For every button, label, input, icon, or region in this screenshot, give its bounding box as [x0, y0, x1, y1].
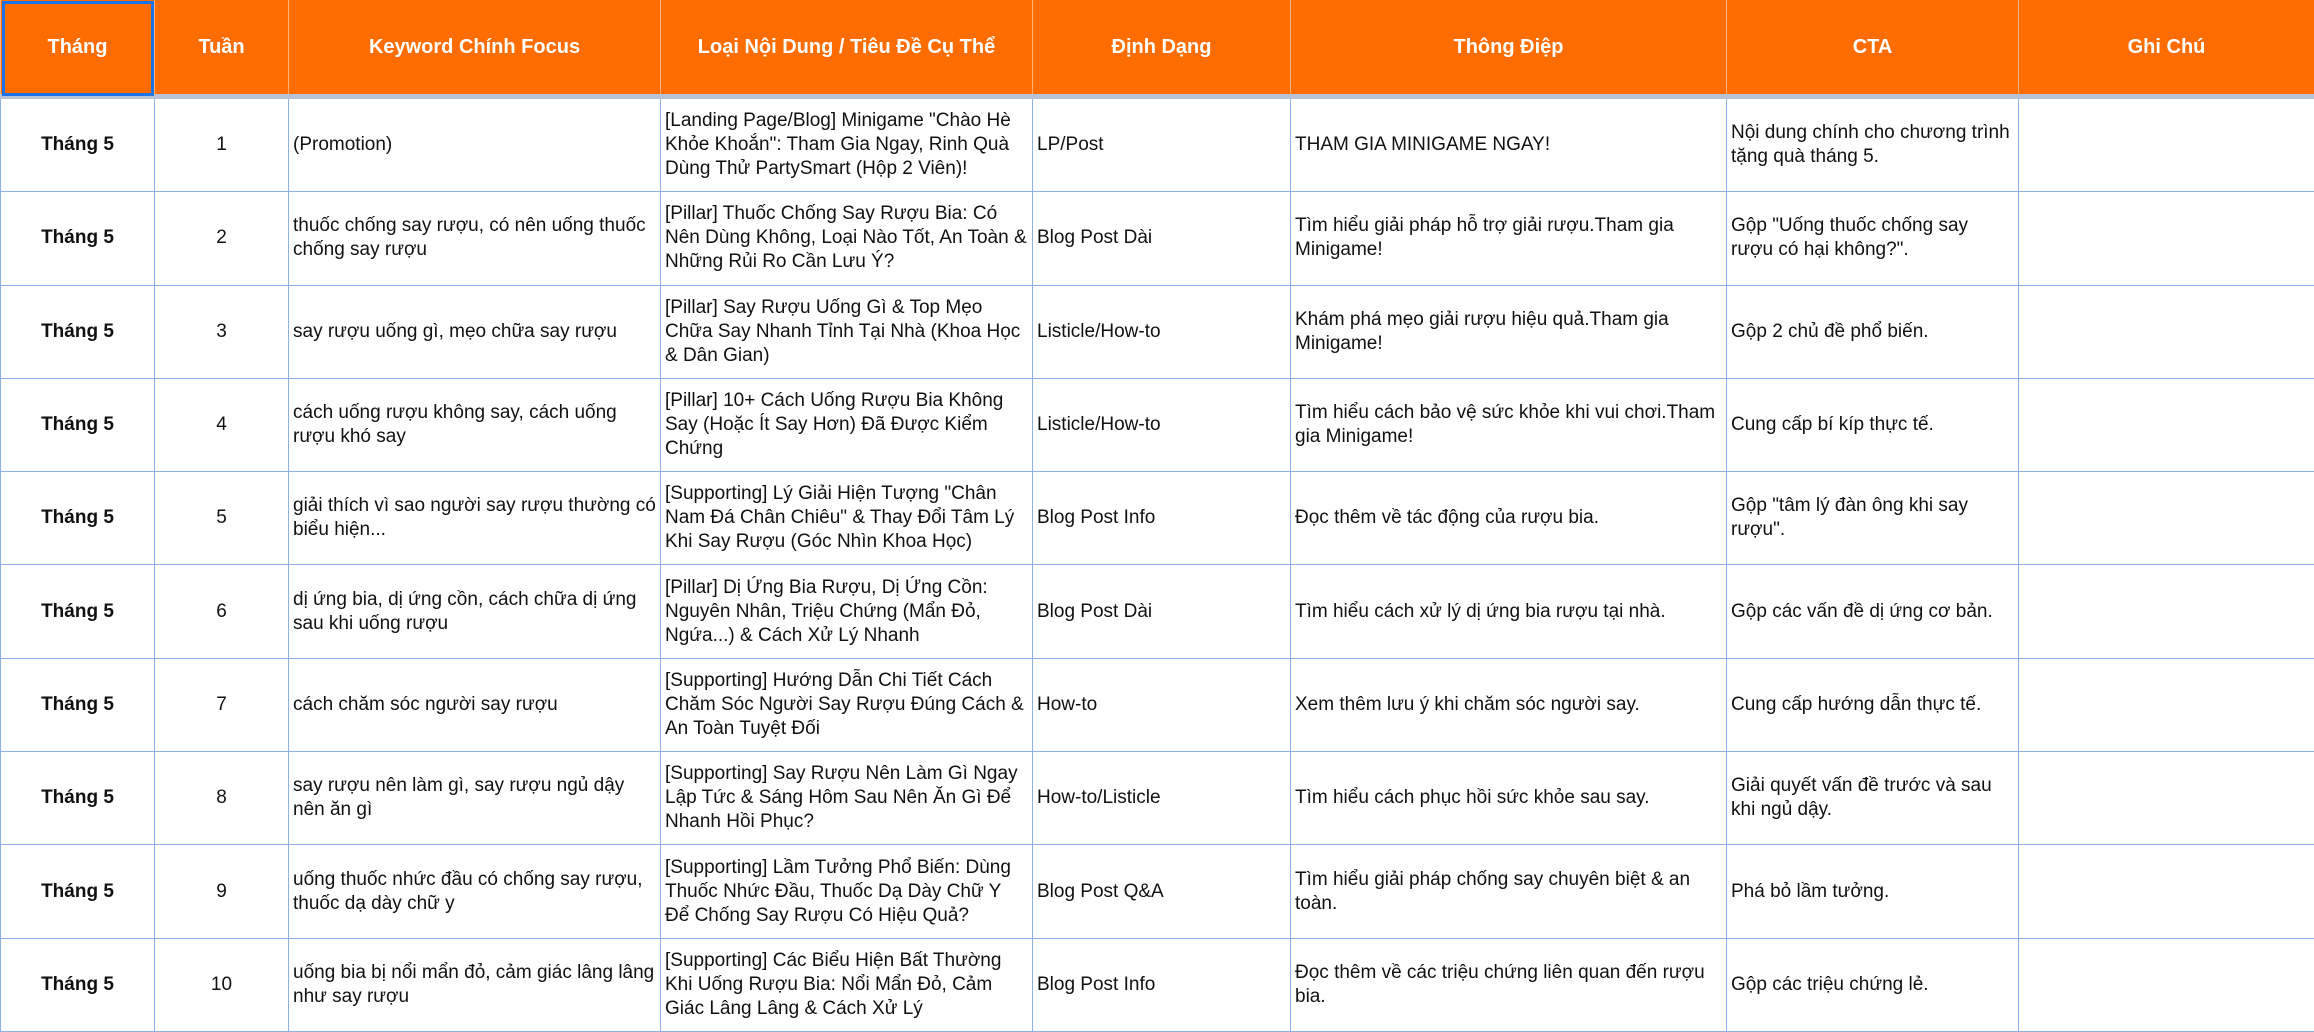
- cell-dinh-dang[interactable]: How-to: [1033, 658, 1291, 751]
- cell-ghi-chu[interactable]: [2019, 938, 2314, 1031]
- cell-thong-diep[interactable]: Tìm hiểu giải pháp hỗ trợ giải rượu.Tham gia Minigame!: [1291, 192, 1727, 285]
- cell-tuan[interactable]: 5: [155, 472, 289, 565]
- table-row: [1, 472, 2314, 565]
- cell-tuan[interactable]: 6: [155, 565, 289, 658]
- cell-thong-diep[interactable]: Khám phá mẹo giải rượu hiệu quả.Tham gia Minigame!: [1291, 285, 1727, 378]
- header-ghi-chu[interactable]: Ghi Chú: [2019, 0, 2314, 97]
- cell-thang[interactable]: Tháng 5: [1, 192, 155, 285]
- table-row: [1, 565, 2314, 658]
- cell-loai-noi-dung[interactable]: [Pillar] 10+ Cách Uống Rượu Bia Không Say (Hoặc Ít Say Hơn) Đã Được Kiểm Chứng: [661, 378, 1033, 471]
- cell-keyword[interactable]: thuốc chống say rượu, có nên uống thuốc chống say rượu: [289, 192, 661, 285]
- cell-ghi-chu[interactable]: [2019, 565, 2314, 658]
- cell-tuan[interactable]: 9: [155, 845, 289, 938]
- cell-loai-noi-dung[interactable]: [Supporting] Say Rượu Nên Làm Gì Ngay Lập Tức & Sáng Hôm Sau Nên Ăn Gì Để Nhanh Hồi Phục?: [661, 752, 1033, 845]
- cell-cta[interactable]: Cung cấp bí kíp thực tế.: [1727, 378, 2019, 471]
- cell-keyword[interactable]: say rượu uống gì, mẹo chữa say rượu: [289, 285, 661, 378]
- cell-dinh-dang[interactable]: Blog Post Info: [1033, 938, 1291, 1031]
- table-row: [1, 938, 2314, 1031]
- header-dinh-dang[interactable]: Định Dạng: [1033, 0, 1291, 97]
- cell-thong-diep[interactable]: Tìm hiểu giải pháp chống say chuyên biệt & an toàn.: [1291, 845, 1727, 938]
- cell-dinh-dang[interactable]: Blog Post Dài: [1033, 565, 1291, 658]
- cell-dinh-dang[interactable]: Listicle/How-to: [1033, 285, 1291, 378]
- cell-thang[interactable]: Tháng 5: [1, 938, 155, 1031]
- header-thong-diep[interactable]: Thông Điệp: [1291, 0, 1727, 97]
- cell-thang[interactable]: Tháng 5: [1, 565, 155, 658]
- cell-keyword[interactable]: (Promotion): [289, 97, 661, 192]
- cell-thong-diep[interactable]: Tìm hiểu cách xử lý dị ứng bia rượu tại nhà.: [1291, 565, 1727, 658]
- table-row: [1, 192, 2314, 285]
- cell-keyword[interactable]: say rượu nên làm gì, say rượu ngủ dậy nên ăn gì: [289, 752, 661, 845]
- cell-thang[interactable]: Tháng 5: [1, 845, 155, 938]
- cell-dinh-dang[interactable]: LP/Post: [1033, 97, 1291, 192]
- cell-cta[interactable]: Nội dung chính cho chương trình tặng quà tháng 5.: [1727, 97, 2019, 192]
- cell-cta[interactable]: Cung cấp hướng dẫn thực tế.: [1727, 658, 2019, 751]
- cell-ghi-chu[interactable]: [2019, 97, 2314, 192]
- cell-tuan[interactable]: 10: [155, 938, 289, 1031]
- cell-cta[interactable]: Gộp các vấn đề dị ứng cơ bản.: [1727, 565, 2019, 658]
- cell-tuan[interactable]: 3: [155, 285, 289, 378]
- cell-thang[interactable]: Tháng 5: [1, 752, 155, 845]
- cell-tuan[interactable]: 2: [155, 192, 289, 285]
- cell-thong-diep[interactable]: Đọc thêm về các triệu chứng liên quan đến rượu bia.: [1291, 938, 1727, 1031]
- cell-cta[interactable]: Gộp các triệu chứng lẻ.: [1727, 938, 2019, 1031]
- cell-keyword[interactable]: uống thuốc nhức đầu có chống say rượu, thuốc dạ dày chữ y: [289, 845, 661, 938]
- cell-loai-noi-dung[interactable]: [Supporting] Các Biểu Hiện Bất Thường Khi Uống Rượu Bia: Nổi Mẩn Đỏ, Cảm Giác Lâng Lâng & Cách Xử Lý: [661, 938, 1033, 1031]
- cell-dinh-dang[interactable]: How-to/Listicle: [1033, 752, 1291, 845]
- cell-loai-noi-dung[interactable]: [Pillar] Say Rượu Uống Gì & Top Mẹo Chữa Say Nhanh Tỉnh Tại Nhà (Khoa Học & Dân Gian): [661, 285, 1033, 378]
- cell-keyword[interactable]: cách chăm sóc người say rượu: [289, 658, 661, 751]
- cell-cta[interactable]: Gộp "Uống thuốc chống say rượu có hại không?".: [1727, 192, 2019, 285]
- cell-thong-diep[interactable]: Tìm hiểu cách phục hồi sức khỏe sau say.: [1291, 752, 1727, 845]
- table-row: [1, 752, 2314, 845]
- cell-dinh-dang[interactable]: Blog Post Info: [1033, 472, 1291, 565]
- cell-keyword[interactable]: uống bia bị nổi mẩn đỏ, cảm giác lâng lâng như say rượu: [289, 938, 661, 1031]
- cell-dinh-dang[interactable]: Blog Post Q&A: [1033, 845, 1291, 938]
- cell-tuan[interactable]: 7: [155, 658, 289, 751]
- cell-loai-noi-dung[interactable]: [Supporting] Hướng Dẫn Chi Tiết Cách Chăm Sóc Người Say Rượu Đúng Cách & An Toàn Tuyệt Đối: [661, 658, 1033, 751]
- header-keyword[interactable]: Keyword Chính Focus: [289, 0, 661, 97]
- header-loai-noi-dung[interactable]: Loại Nội Dung / Tiêu Đề Cụ Thể: [661, 0, 1033, 97]
- cell-loai-noi-dung[interactable]: [Supporting] Lầm Tưởng Phổ Biến: Dùng Thuốc Nhức Đầu, Thuốc Dạ Dày Chữ Y Để Chống Say Rượu Có Hiệu Quả?: [661, 845, 1033, 938]
- cell-keyword[interactable]: giải thích vì sao người say rượu thường có biểu hiện...: [289, 472, 661, 565]
- cell-thong-diep[interactable]: Tìm hiểu cách bảo vệ sức khỏe khi vui chơi.Tham gia Minigame!: [1291, 378, 1727, 471]
- cell-tuan[interactable]: 1: [155, 97, 289, 192]
- cell-tuan[interactable]: 4: [155, 378, 289, 471]
- cell-loai-noi-dung[interactable]: [Pillar] Thuốc Chống Say Rượu Bia: Có Nên Dùng Không, Loại Nào Tốt, An Toàn & Những Rủi Ro Cần Lưu Ý?: [661, 192, 1033, 285]
- cell-tuan[interactable]: 8: [155, 752, 289, 845]
- table-row: [1, 285, 2314, 378]
- cell-cta[interactable]: Gộp "tâm lý đàn ông khi say rượu".: [1727, 472, 2019, 565]
- cell-thong-diep[interactable]: THAM GIA MINIGAME NGAY!: [1291, 97, 1727, 192]
- cell-loai-noi-dung[interactable]: [Supporting] Lý Giải Hiện Tượng "Chân Nam Đá Chân Chiêu" & Thay Đổi Tâm Lý Khi Say Rượu (Góc Nhìn Khoa Học): [661, 472, 1033, 565]
- cell-ghi-chu[interactable]: [2019, 378, 2314, 471]
- cell-dinh-dang[interactable]: Listicle/How-to: [1033, 378, 1291, 471]
- cell-thang[interactable]: Tháng 5: [1, 285, 155, 378]
- cell-thang[interactable]: Tháng 5: [1, 658, 155, 751]
- cell-ghi-chu[interactable]: [2019, 285, 2314, 378]
- cell-thang[interactable]: Tháng 5: [1, 378, 155, 471]
- cell-dinh-dang[interactable]: Blog Post Dài: [1033, 192, 1291, 285]
- table-row: [1, 378, 2314, 471]
- cell-ghi-chu[interactable]: [2019, 472, 2314, 565]
- table-row: [1, 658, 2314, 751]
- cell-thong-diep[interactable]: Xem thêm lưu ý khi chăm sóc người say.: [1291, 658, 1727, 751]
- cell-ghi-chu[interactable]: [2019, 752, 2314, 845]
- cell-thong-diep[interactable]: Đọc thêm về tác động của rượu bia.: [1291, 472, 1727, 565]
- header-tuan[interactable]: Tuần: [155, 0, 289, 97]
- cell-ghi-chu[interactable]: [2019, 658, 2314, 751]
- cell-keyword[interactable]: cách uống rượu không say, cách uống rượu khó say: [289, 378, 661, 471]
- cell-thang[interactable]: Tháng 5: [1, 472, 155, 565]
- cell-keyword[interactable]: dị ứng bia, dị ứng cồn, cách chữa dị ứng sau khi uống rượu: [289, 565, 661, 658]
- table-row: [1, 97, 2314, 192]
- cell-cta[interactable]: Giải quyết vấn đề trước và sau khi ngủ dậy.: [1727, 752, 2019, 845]
- cell-thang[interactable]: Tháng 5: [1, 97, 155, 192]
- header-thang[interactable]: Tháng: [1, 0, 155, 97]
- table-row: [1, 845, 2314, 938]
- table-body: [1, 97, 2314, 1032]
- cell-ghi-chu[interactable]: [2019, 845, 2314, 938]
- cell-cta[interactable]: Phá bỏ lầm tưởng.: [1727, 845, 2019, 938]
- cell-cta[interactable]: Gộp 2 chủ đề phổ biến.: [1727, 285, 2019, 378]
- cell-loai-noi-dung[interactable]: [Pillar] Dị Ứng Bia Rượu, Dị Ứng Cồn: Nguyên Nhân, Triệu Chứng (Mẩn Đỏ, Ngứa...) & Cách Xử Lý Nhanh: [661, 565, 1033, 658]
- cell-loai-noi-dung[interactable]: [Landing Page/Blog] Minigame "Chào Hè Khỏe Khoắn": Tham Gia Ngay, Rinh Quà Dùng Thử PartySmart (Hộp 2 Viên)!: [661, 97, 1033, 192]
- header-cta[interactable]: CTA: [1727, 0, 2019, 97]
- header-row: [1, 0, 2314, 97]
- cell-ghi-chu[interactable]: [2019, 192, 2314, 285]
